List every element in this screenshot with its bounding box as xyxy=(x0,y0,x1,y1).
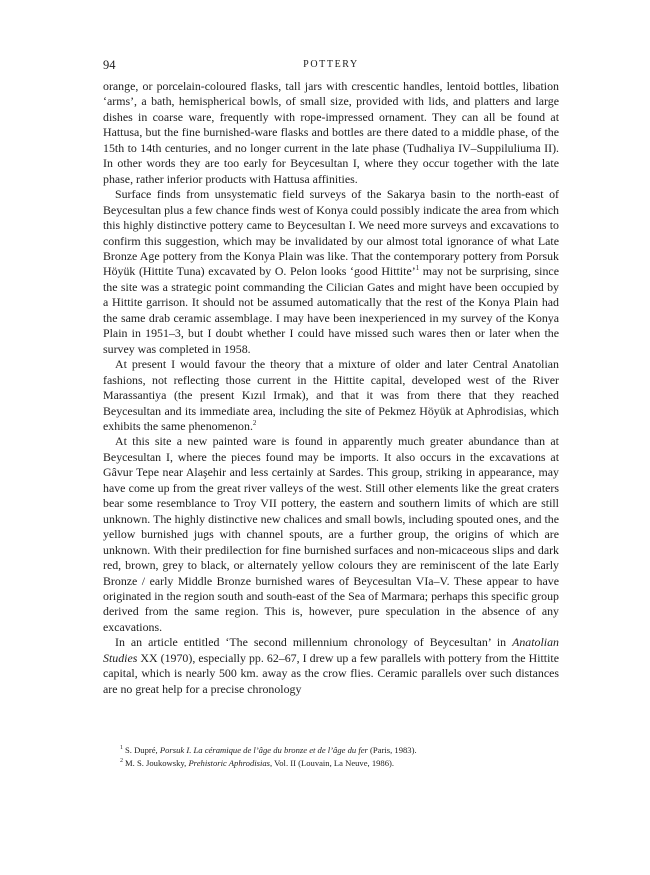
footnotes xyxy=(120,744,540,770)
text-run: , Vol. II (Louvain, La Neuve, 1986). xyxy=(270,758,395,768)
text-run: may not be surprising, since the site was a strategic point commanding the Cilician Gates and might have been occupied by a Hittite garrison. It should not be assumed automatically that the rest of the Konya Plain had the same drab ceramic assemblage. I may have been inexperienced in my survey of the Konya Plain in 1951–3, but I doubt whether I could have missed such wares then or later when the survey was completed in 1958. xyxy=(103,264,559,356)
footnote-number: 1 xyxy=(120,745,123,752)
footnote-number: 2 xyxy=(120,758,123,765)
page-header xyxy=(103,58,559,74)
text-run: In an article entitled ‘The second millennium chronology of Beycesultan’ in xyxy=(115,635,513,650)
footnote xyxy=(120,744,540,757)
italic-text: Prehistoric Aphrodisias xyxy=(188,758,271,768)
paragraph xyxy=(103,187,559,357)
text-run: Surface finds from unsystematic field surveys of the Sakarya basin to the north-east of Beycesultan plus a few chance finds west of Konya could possibly indicate the area from which this highly distinctive pottery came to Beycesultan I. We need more surveys and excavations to confirm this suggestion, which may be invalidated by our almost total ignorance of what Late Bronze Age pottery from the Konya Plain was like. That the contemporary pottery from Porsuk Höyük (Hittite Tuna) excavated by O. Pelon looks ‘good Hittite’ xyxy=(103,187,559,279)
paragraph xyxy=(103,434,559,635)
paragraph xyxy=(103,79,559,187)
paragraph xyxy=(103,635,559,697)
text-run: M. S. Joukowsky, xyxy=(125,758,189,768)
body-text xyxy=(103,79,559,697)
footnote xyxy=(120,757,540,770)
italic-text: Anatolian Studies xyxy=(103,635,559,665)
text-run: (Paris, 1983). xyxy=(367,745,417,755)
text-run: At present I would favour the theory that a mixture of older and later Central Anatolian fashions, not reflecting those current in the Hittite capital, developed west of the River Marassantiya (the present Kızıl Irmak), and that it was from there that they reached Beycesultan and its immediate area, including the site of Pekmez Höyük at Aphrodisias, which exhibits the same phenomenon. xyxy=(103,357,559,433)
footnote-ref: 2 xyxy=(252,419,257,427)
text-run: At this site a new painted ware is found in apparently much greater abundance than at Beycesultan I, where the pieces found may be imports. It also occurs in the excavations at Gâvur Tepe near Alaşehir and less certainly at Sardes. This group, striking in appearance, may have come up from the great river valleys of the west. Still other elements like the great craters bear some resemblance to Troy VII pottery, the eastern and southern limits of which are still unknown. The highly distinctive new chalices and small bowls, including spouted ones, and the yellow burnished jugs with channel spouts, are a further group, the origins of which are unknown. With their predilection for fine burnished surfaces and non-micaceous slips and dark red, brown, grey to black, or alternately yellow colours they are reminiscent of the late Early Bronze / early Middle Bronze burnished wares of Beycesultan VIa–V. These appear to have originated in the region south and south-east of the Sea of Marmara; perhaps this specific group derived from the same region. This is, however, pure speculation in the absence of any excavations. xyxy=(103,434,559,634)
footnote-ref: 1 xyxy=(415,264,420,273)
paragraph xyxy=(103,357,559,434)
text-run: XX (1970), especially pp. 62–67, I drew up a few parallels with pottery from the Hittite capital, which is nearly 500 km. away as the crow flies. Ceramic parallels over such distances are no great help for a precise chronology xyxy=(103,650,559,696)
page-number: 94 xyxy=(103,58,116,72)
italic-text: Porsuk I. La céramique de l’âge du bronze et de l’âge du fer xyxy=(159,745,368,755)
text-run: S. Dupré, xyxy=(125,745,160,755)
text-run: orange, or porcelain-coloured flasks, tall jars with crescentic handles, lentoid bottles, libation ‘arms’, a bath, hemispherical bowls, of small size, provided with lids, and platters and large dishes in coarse ware, frequently with rope-impressed ornament. They can all be found at Hattusa, but the fine burnished-ware flasks and bottles are there dated to a middle phase, of the 15th to 14th centuries, and no longer current in the late phase (Tudhaliya IV–Suppiluliuma II). In other words they are too early for Beycesultan I, where they occur together with the late phase, rather inferior products with Hattusa affinities. xyxy=(103,79,559,186)
running-head: POTTERY xyxy=(303,59,359,70)
